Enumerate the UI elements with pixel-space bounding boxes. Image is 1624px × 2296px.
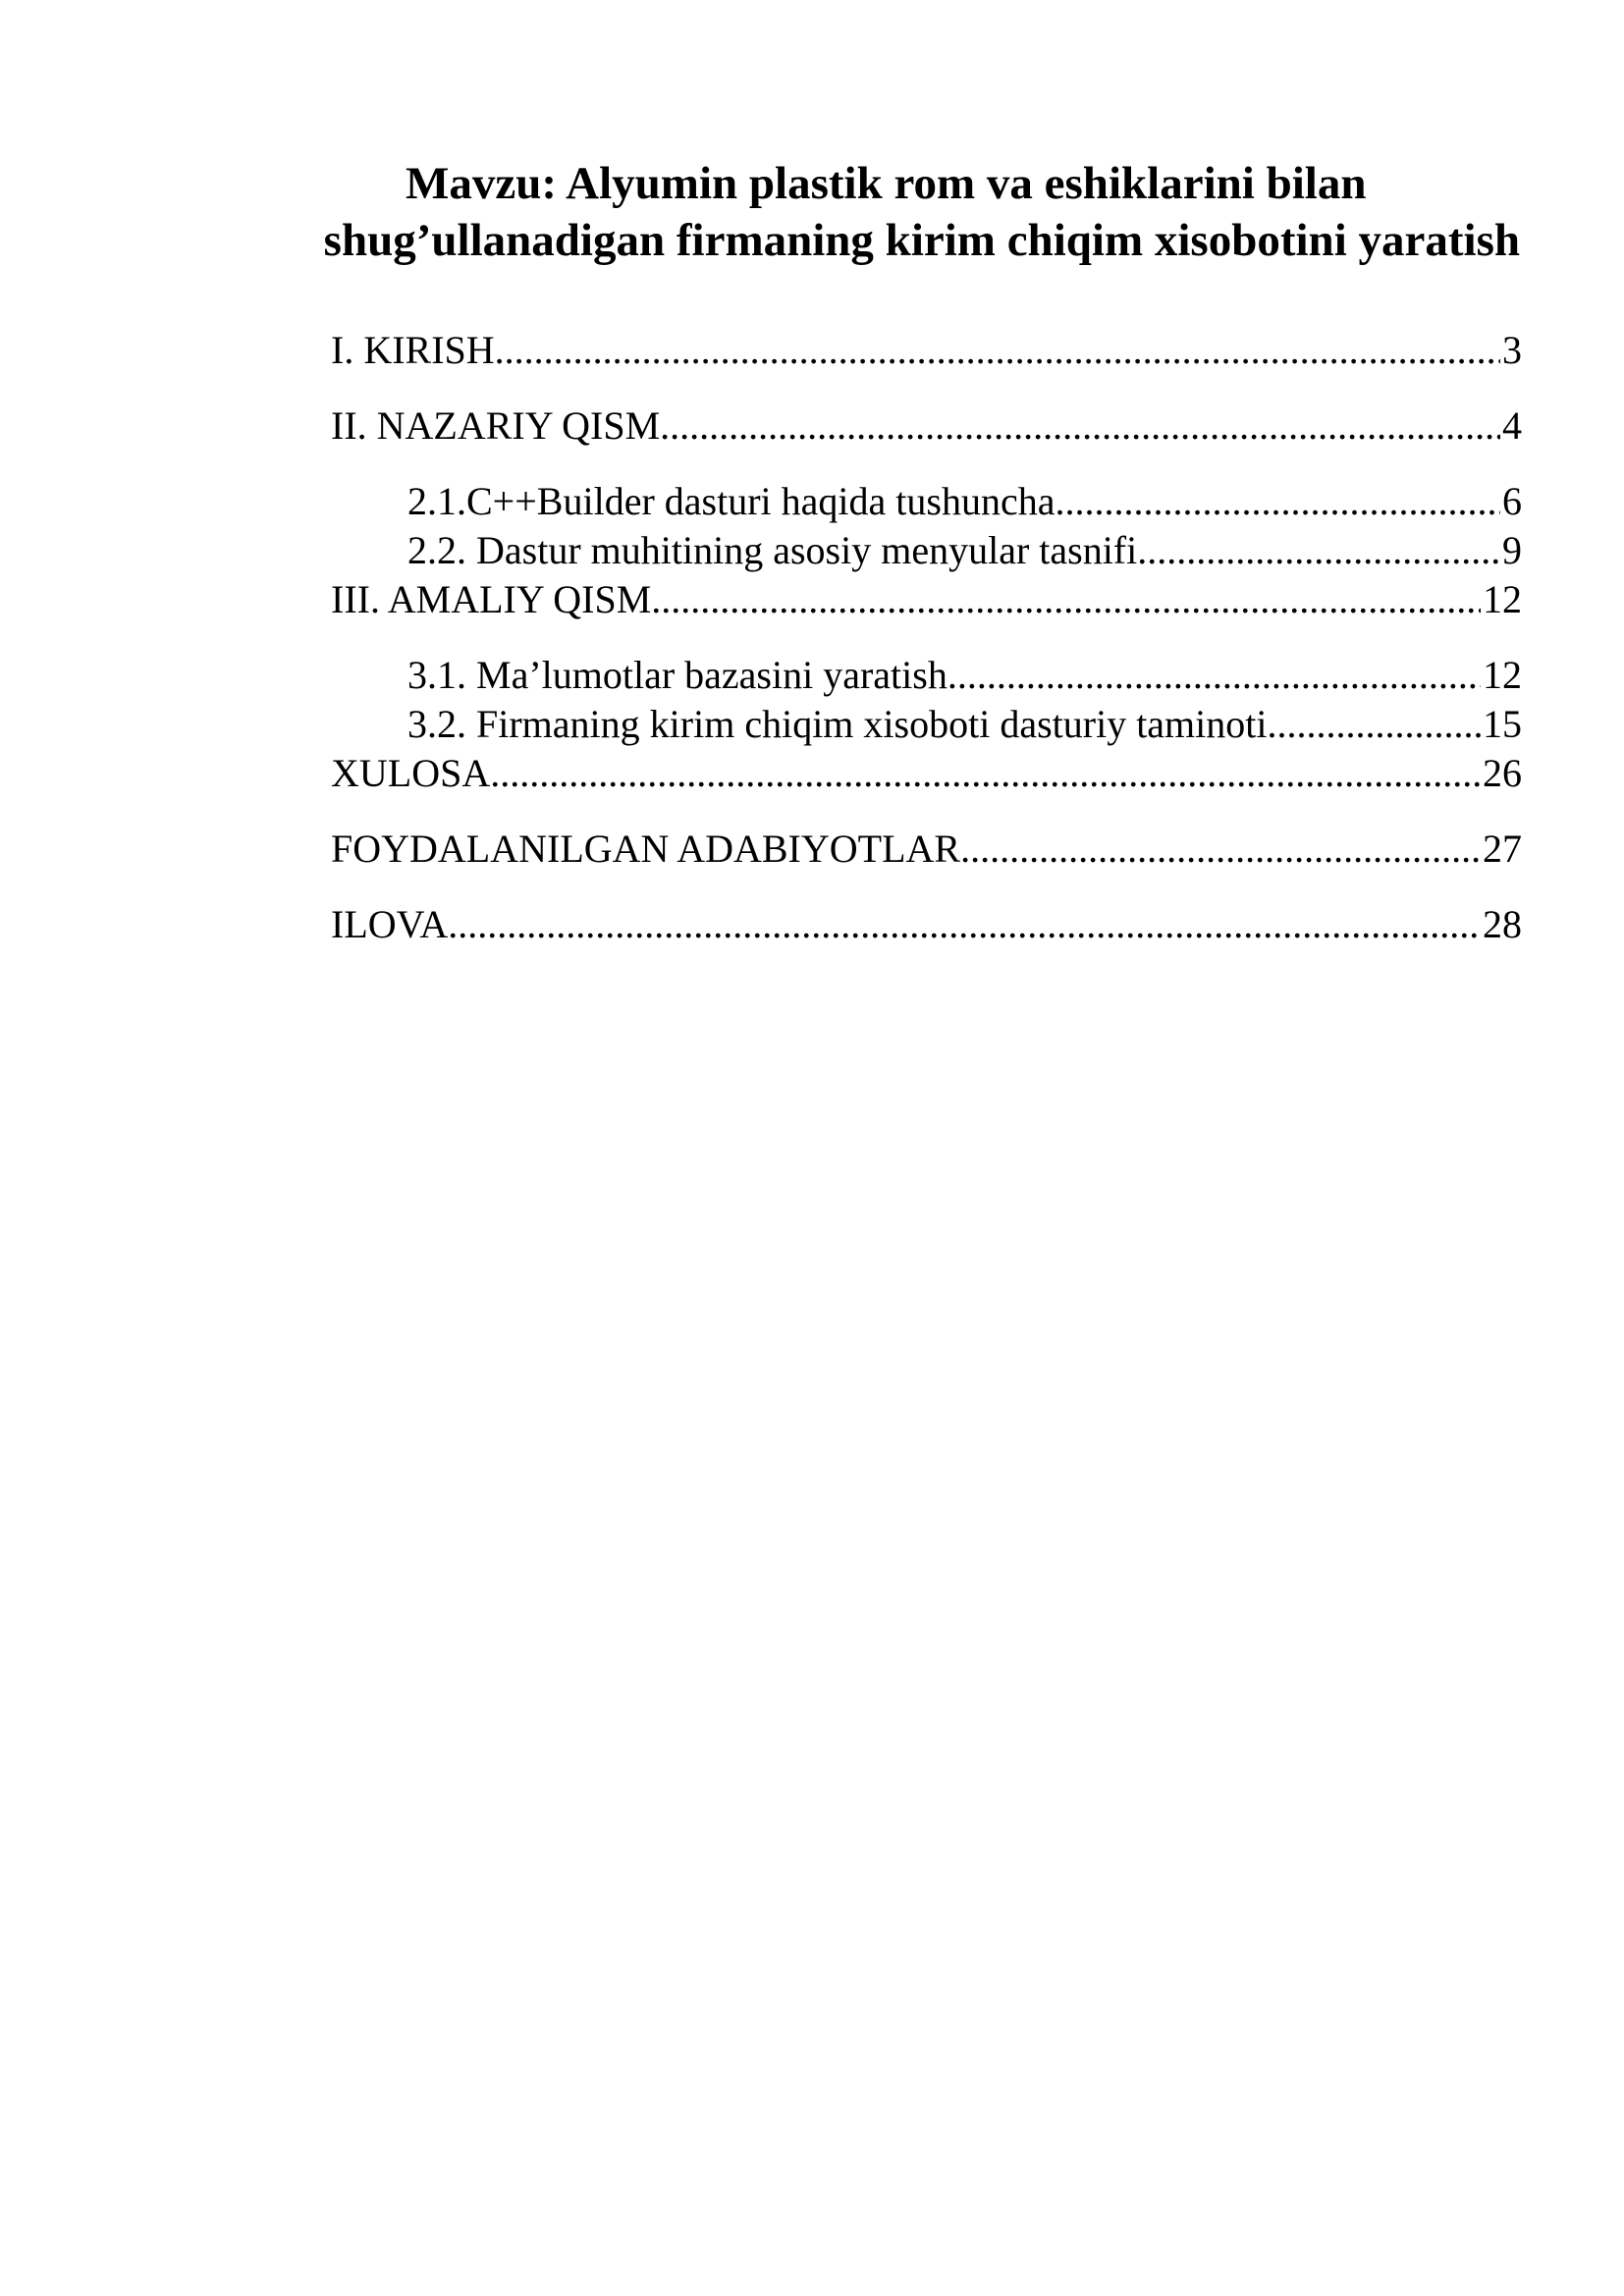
toc-entry-2-1[interactable] — [331, 477, 1522, 526]
toc-entry-label: III. AMALIY QISM. — [331, 577, 662, 621]
toc-leader-dots — [448, 900, 1481, 949]
toc-page-number: 4 — [1502, 403, 1522, 448]
toc-page-number: 9 — [1502, 528, 1522, 572]
document-title — [232, 155, 1520, 269]
toc-entry-label: I. KIRISH. — [331, 328, 505, 372]
toc-entry-label: FOYDALANILGAN ADABIYOTLAR. — [331, 827, 971, 871]
toc-page-number: 6 — [1502, 479, 1522, 523]
toc-entry-nazariy-qism[interactable] — [331, 401, 1522, 451]
toc-leader-dots — [947, 651, 1481, 700]
spacer — [331, 798, 1522, 825]
toc-entry-2-2[interactable] — [331, 526, 1522, 575]
toc-page-number: 3 — [1502, 328, 1522, 372]
title-line-1: Mavzu: Alyumin plastik rom va eshiklarini bilan — [406, 158, 1367, 209]
toc-page-number: 12 — [1483, 653, 1522, 697]
toc-entry-label: II. NAZARIY QISM. — [331, 403, 671, 448]
toc-entry-label: 3.1. Ma’lumotlar bazasini yaratish — [407, 653, 947, 697]
toc-leader-dots — [1268, 700, 1481, 749]
toc-entry-3-2[interactable] — [331, 700, 1522, 749]
toc-leader-dots — [670, 401, 1500, 451]
toc-leader-dots — [1064, 477, 1500, 526]
toc-entry-foydalanilgan-adabiyotlar[interactable] — [331, 825, 1522, 874]
toc-page-number: 26 — [1483, 751, 1522, 795]
spacer — [331, 624, 1522, 651]
toc-entry-kirish[interactable] — [331, 326, 1522, 375]
toc-entry-label: XULOSA — [331, 751, 491, 795]
toc-leader-dots — [661, 575, 1481, 624]
toc-entry-amaliy-qism[interactable] — [331, 575, 1522, 624]
toc-leader-dots — [1137, 526, 1500, 575]
toc-page-number: 28 — [1483, 902, 1522, 946]
spacer — [331, 874, 1522, 900]
toc-leader-dots — [970, 825, 1481, 874]
toc-entry-ilova[interactable] — [331, 900, 1522, 949]
toc-leader-dots — [505, 326, 1500, 375]
toc-entry-3-1[interactable] — [331, 651, 1522, 700]
toc-leader-dots — [490, 749, 1481, 798]
table-of-contents — [331, 326, 1522, 949]
spacer — [331, 375, 1522, 401]
toc-entry-xulosa[interactable] — [331, 749, 1522, 798]
spacer — [331, 451, 1522, 477]
toc-entry-label: 2.1.C++Builder dasturi haqida tushuncha. — [407, 479, 1065, 523]
toc-page-number: 27 — [1483, 827, 1522, 871]
toc-page-number: 12 — [1483, 577, 1522, 621]
title-line-2: shug’ullanadigan firmaning kirim chiqim xisobotini yaratish — [323, 215, 1520, 266]
toc-entry-label: ILOVA — [331, 902, 449, 946]
toc-page-number: 15 — [1483, 702, 1522, 746]
toc-entry-label: 2.2. Dastur muhitining asosiy menyular tasnifi — [407, 528, 1138, 572]
toc-entry-label: 3.2. Firmaning kirim chiqim xisoboti dasturiy taminoti — [407, 702, 1268, 746]
